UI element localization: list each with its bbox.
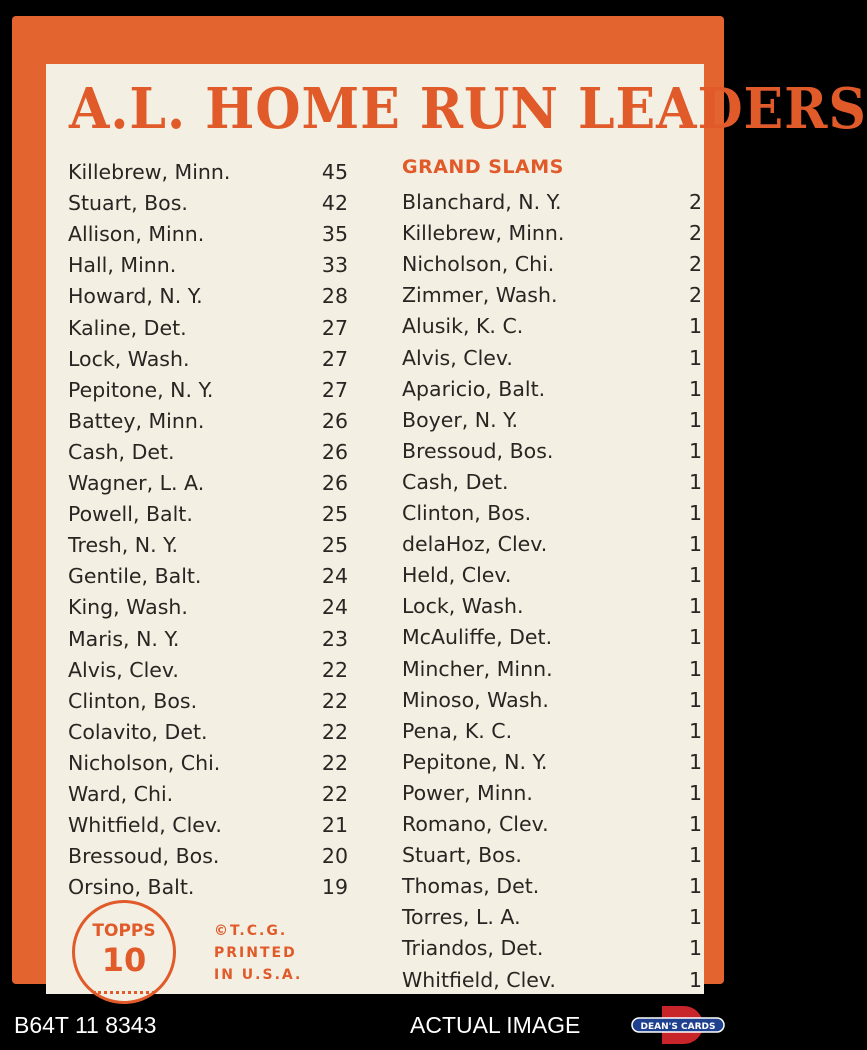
grand-slam-count: 1 — [688, 905, 702, 930]
player-name: Tresh, N. Y. — [68, 533, 179, 558]
home-run-count: 21 — [321, 813, 348, 838]
player-name: Howard, N. Y. — [68, 284, 203, 309]
player-name: Torres, L. A. — [402, 905, 521, 930]
baseball-seam-icon — [93, 981, 155, 994]
player-name: Aparicio, Balt. — [402, 376, 546, 401]
leader-row — [68, 222, 358, 252]
grand-slam-row — [402, 688, 702, 718]
leader-row — [68, 378, 358, 408]
baseball-card-back — [12, 16, 867, 992]
grand-slam-count: 1 — [688, 501, 702, 525]
home-run-count: 22 — [321, 688, 348, 713]
player-name: Alvis, Clev. — [68, 657, 179, 682]
player-name: Nicholson, Chi. — [402, 252, 555, 277]
leader-row — [68, 720, 358, 750]
player-name: Gentile, Balt. — [68, 564, 202, 589]
grand-slam-row — [402, 905, 702, 935]
grand-slam-row — [402, 252, 702, 282]
home-run-count: 22 — [321, 782, 348, 806]
leader-row — [68, 813, 358, 843]
home-run-count: 26 — [321, 471, 348, 495]
leader-row — [68, 564, 358, 594]
home-run-count: 20 — [321, 844, 348, 869]
player-name: Minoso, Wash. — [402, 687, 549, 712]
deans-cards-logo-text: DEAN'S CARDS — [640, 1022, 716, 1032]
player-name: Kaline, Det. — [68, 315, 187, 340]
grand-slam-count: 1 — [688, 749, 702, 774]
leader-row — [68, 782, 358, 812]
grand-slam-row — [402, 346, 702, 376]
grand-slam-row — [402, 750, 702, 780]
player-name: Bressoud, Bos. — [402, 438, 554, 463]
home-run-count: 23 — [321, 626, 348, 651]
grand-slam-row — [402, 657, 702, 687]
home-run-count: 26 — [321, 439, 348, 464]
grand-slam-count: 2 — [688, 221, 702, 246]
leader-row — [68, 160, 358, 190]
player-name: Held, Clev. — [402, 563, 512, 588]
player-name: Power, Minn. — [402, 780, 533, 805]
grand-slam-count: 1 — [688, 625, 702, 650]
home-run-count: 25 — [321, 533, 348, 558]
player-name: Alusik, K. C. — [402, 314, 524, 339]
home-run-count: 27 — [321, 346, 348, 371]
grand-slam-count: 1 — [688, 438, 702, 463]
topps-brand: TOPPS — [92, 921, 156, 941]
leader-row — [68, 316, 358, 346]
home-run-count: 24 — [321, 595, 348, 620]
leader-row — [68, 502, 358, 532]
home-run-count: 42 — [321, 191, 348, 216]
grand-slam-count: 1 — [688, 843, 702, 868]
leader-row — [68, 595, 358, 625]
grand-slam-row — [402, 221, 702, 251]
grand-slam-row — [402, 936, 702, 966]
home-run-count: 28 — [321, 284, 348, 309]
player-name: Whitfield, Clev. — [68, 813, 222, 838]
deans-cards-logo-icon — [632, 1004, 724, 1046]
player-name: Hall, Minn. — [68, 253, 177, 278]
grand-slam-row — [402, 563, 702, 593]
grand-slam-row — [402, 843, 702, 873]
home-run-count: 24 — [321, 564, 348, 589]
copyright-block — [214, 920, 302, 986]
player-name: Zimmer, Wash. — [402, 283, 558, 308]
player-name: Killebrew, Minn. — [402, 221, 565, 246]
leader-row — [68, 284, 358, 314]
player-name: Blanchard, N. Y. — [402, 190, 562, 214]
inventory-code: B64T 11 8343 — [14, 1012, 157, 1038]
grand-slam-count: 1 — [688, 718, 702, 743]
card-number: 10 — [101, 941, 147, 979]
grand-slams-heading: GRAND SLAMS — [402, 156, 564, 178]
player-name: Pena, K. C. — [402, 718, 513, 743]
home-run-count: 35 — [321, 222, 348, 247]
player-name: Stuart, Bos. — [68, 191, 188, 216]
player-name: Whitfield, Clev. — [402, 967, 556, 992]
grand-slam-count: 1 — [688, 314, 702, 339]
player-name: Stuart, Bos. — [402, 843, 522, 868]
player-name: Orsino, Balt. — [68, 875, 195, 900]
grand-slam-row — [402, 874, 702, 904]
home-run-count: 27 — [321, 315, 348, 340]
player-name: Boyer, N. Y. — [402, 407, 519, 432]
grand-slam-row — [402, 314, 702, 344]
leader-row — [68, 471, 358, 501]
home-run-count: 22 — [321, 719, 348, 744]
grand-slam-count: 2 — [688, 252, 702, 277]
grand-slam-row — [402, 501, 702, 531]
copyright-line: IN U.S.A. — [214, 967, 303, 983]
player-name: Pepitone, N. Y. — [68, 377, 214, 402]
grand-slam-row — [402, 594, 702, 624]
leader-row — [68, 627, 358, 657]
grand-slam-row — [402, 781, 702, 811]
leader-row — [68, 253, 358, 283]
player-name: Killebrew, Minn. — [68, 160, 231, 184]
grand-slam-row — [402, 377, 702, 407]
player-name: Battey, Minn. — [68, 408, 205, 433]
grand-slam-count: 1 — [688, 345, 702, 370]
player-name: Colavito, Det. — [68, 719, 208, 744]
home-run-count: 33 — [321, 253, 348, 278]
leader-row — [68, 689, 358, 719]
copyright-line: PRINTED — [214, 945, 297, 961]
player-name: Lock, Wash. — [68, 346, 190, 371]
grand-slam-row — [402, 532, 702, 562]
leader-row — [68, 533, 358, 563]
home-run-count: 45 — [321, 160, 348, 184]
player-name: Thomas, Det. — [402, 874, 540, 899]
home-run-count: 22 — [321, 750, 348, 775]
grand-slam-count: 1 — [688, 874, 702, 899]
leader-row — [68, 347, 358, 377]
card-panel — [46, 64, 867, 994]
grand-slam-count: 1 — [688, 469, 702, 494]
player-name: Cash, Det. — [68, 439, 175, 464]
player-name: Cash, Det. — [402, 469, 509, 494]
player-name: Alvis, Clev. — [402, 345, 513, 370]
player-name: Nicholson, Chi. — [68, 750, 221, 775]
grand-slam-count: 1 — [688, 967, 702, 992]
player-name: Clinton, Bos. — [402, 501, 532, 525]
topps-logo — [72, 900, 176, 1004]
home-run-count: 22 — [321, 657, 348, 682]
grand-slam-row — [402, 470, 702, 500]
grand-slam-row — [402, 968, 702, 998]
player-name: Powell, Balt. — [68, 502, 193, 527]
grand-slam-count: 1 — [688, 936, 702, 961]
grand-slam-count: 1 — [688, 563, 702, 588]
player-name: Romano, Clev. — [402, 812, 549, 836]
home-run-count: 27 — [321, 377, 348, 402]
grand-slam-count: 1 — [688, 780, 702, 805]
grand-slam-count: 1 — [688, 532, 702, 557]
grand-slam-row — [402, 439, 702, 469]
player-name: delaHoz, Clev. — [402, 532, 548, 557]
leader-row — [68, 751, 358, 781]
grand-slam-count: 1 — [688, 687, 702, 712]
player-name: King, Wash. — [68, 595, 188, 620]
grand-slam-count: 2 — [688, 190, 702, 214]
player-name: Lock, Wash. — [402, 594, 524, 619]
grand-slam-count: 1 — [688, 407, 702, 432]
player-name: Pepitone, N. Y. — [402, 749, 548, 774]
player-name: McAuliffe, Det. — [402, 625, 553, 650]
copyright-line: ©T.C.G. — [214, 923, 288, 939]
home-run-count: 19 — [321, 875, 348, 900]
leader-row — [68, 440, 358, 470]
grand-slam-row — [402, 812, 702, 842]
actual-image-label: ACTUAL IMAGE — [410, 1012, 581, 1038]
player-name: Allison, Minn. — [68, 222, 205, 247]
player-name: Wagner, L. A. — [68, 471, 205, 495]
card-title: A.L. HOME RUN LEADERS — [69, 76, 867, 142]
grand-slam-row — [402, 408, 702, 438]
player-name: Mincher, Minn. — [402, 656, 553, 681]
player-name: Maris, N. Y. — [68, 626, 180, 651]
home-run-count: 25 — [321, 502, 348, 527]
leader-row — [68, 191, 358, 221]
grand-slam-count: 1 — [688, 594, 702, 619]
leader-row — [68, 409, 358, 439]
grand-slam-count: 1 — [688, 812, 702, 836]
grand-slam-count: 2 — [688, 283, 702, 308]
player-name: Triandos, Det. — [402, 936, 544, 961]
grand-slam-row — [402, 625, 702, 655]
leader-row — [68, 658, 358, 688]
grand-slam-count: 1 — [688, 656, 702, 681]
player-name: Clinton, Bos. — [68, 688, 198, 713]
player-name: Bressoud, Bos. — [68, 844, 220, 869]
home-run-count: 26 — [321, 408, 348, 433]
grand-slam-count: 1 — [688, 376, 702, 401]
grand-slam-row — [402, 283, 702, 313]
player-name: Ward, Chi. — [68, 782, 174, 806]
leader-row — [68, 844, 358, 874]
grand-slam-row — [402, 190, 702, 220]
grand-slam-row — [402, 719, 702, 749]
